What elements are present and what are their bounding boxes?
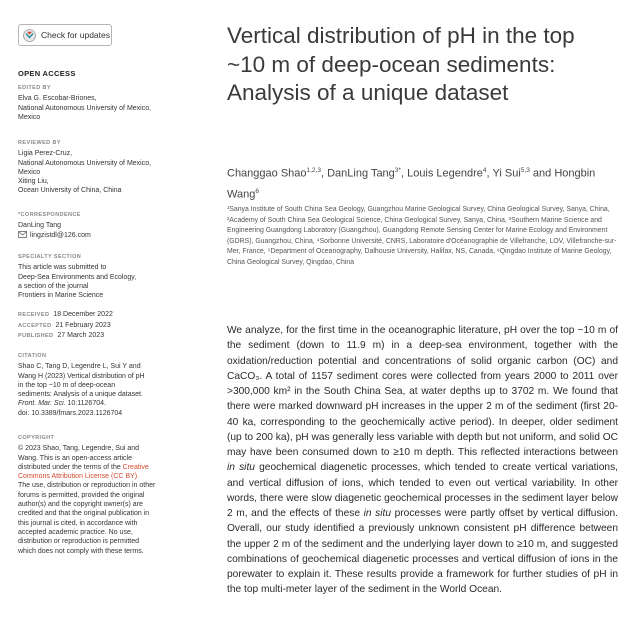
copyright-line: distribution or reproduction is permitted xyxy=(18,538,140,546)
specialty-line: Frontiers in Marine Science xyxy=(18,292,104,300)
author-name[interactable]: Hongbin Wang xyxy=(227,167,596,201)
specialty-line: a section of the journal xyxy=(18,282,89,290)
author-name[interactable]: Changgao Shao xyxy=(227,167,307,180)
published-date: 27 March 2023 xyxy=(57,332,105,339)
citation-line: Wang H (2023) Vertical distribution of pH xyxy=(18,372,145,380)
specialty-section xyxy=(18,253,183,300)
citation-volume: 10:1126704. xyxy=(65,400,106,408)
author-name[interactable]: DanLing Tang xyxy=(327,167,395,180)
check-for-updates-button[interactable] xyxy=(18,24,112,46)
citation-line: Shao C, Tang D, Legendre L, Sui Y and xyxy=(18,363,141,371)
copyright-line: distributed under the terms of the xyxy=(18,463,123,471)
author-affiliation-ref: 1,2,3 xyxy=(306,167,321,174)
abstract-text: processes were partly offset by vertical diffusion. Overall, our study identified a previously unknown consistent pH difference between the upper 2 m of the sediment and the underlying layer down to ≥10 m, and suggested combinations of geochemical diagenetic processes and vertical diffusion of ions in the porewater to explain it. These results provide a framework for further studies of pH in the top multi-meter layer of the sediment in the World Ocean. xyxy=(227,508,618,596)
author-affiliation-ref: 6 xyxy=(255,187,259,195)
citation-line: in the top ~10 m of deep-ocean xyxy=(18,381,116,389)
reviewed-by-heading: REVIEWED BY xyxy=(18,140,61,146)
editor-line: Mexico xyxy=(18,113,41,121)
envelope-icon xyxy=(18,231,27,241)
citation-line: sediments: Analysis of a unique dataset. xyxy=(18,391,143,399)
abstract xyxy=(227,323,618,598)
correspondence-email-link[interactable]: lingzistdl@126.com xyxy=(30,231,91,239)
edited-by-heading: EDITED BY xyxy=(18,85,51,91)
publication-dates xyxy=(18,310,113,342)
article-title: Vertical distribution of pH in the top ~10 m of deep-ocean sediments: Analysis of a unique dataset xyxy=(227,23,575,105)
correspondence-name: DanLing Tang xyxy=(18,222,62,230)
abstract-emphasis: in situ xyxy=(227,462,255,474)
reviewer-line: Ligia Perez-Cruz, xyxy=(18,150,73,158)
authors-conjunction: and xyxy=(532,167,552,180)
check-for-updates-label: Check for updates xyxy=(41,30,110,40)
copyright-line: Wang. This is an open-access article xyxy=(18,454,132,462)
author-affiliation-ref: 4 xyxy=(482,167,487,174)
copyright-section xyxy=(18,434,183,556)
abstract-text: geochemical diagenetic processes, which tended to create vertical variations, and vertical diffusion of ions, which tended to even out vertical variability. In other words, there were slow diagenetic geochemical processes in the sediment layer below 2 m, and the effects of these xyxy=(227,462,618,519)
received-date: 18 December 2022 xyxy=(53,311,113,318)
reviewer-line: Mexico xyxy=(18,168,41,176)
author-list: Changgao Shao$^{1,2,3}$, DanLing Tang$^{3*}$, Louis Legendre$^4$, Yi Sui$^{5,3}$ and Hongbin Wang$^6$ xyxy=(227,167,596,201)
specialty-line: Deep-Sea Environments and Ecology, xyxy=(18,273,137,281)
citation-section xyxy=(18,352,183,418)
copyright-line: © 2023 Shao, Tang, Legendre, Sui and xyxy=(18,445,140,453)
reviewed-by-section xyxy=(18,139,183,196)
editor-line: Elva G. Escobar-Briones, xyxy=(18,95,97,103)
copyright-heading: COPYRIGHT xyxy=(18,435,55,441)
abstract-emphasis: in situ xyxy=(363,508,391,519)
accepted-date: 21 February 2023 xyxy=(55,321,111,329)
edited-by-section xyxy=(18,84,183,122)
copyright-line: this journal is cited, in accordance with xyxy=(18,519,138,527)
reviewer-line: National Autonomous University of Mexico, xyxy=(18,159,152,167)
license-link[interactable]: Commons Attribution License (CC BY). xyxy=(18,473,139,481)
published-label: PUBLISHED xyxy=(18,333,54,339)
copyright-line: The use, distribution or reproduction in other xyxy=(18,482,156,490)
crossmark-icon xyxy=(23,29,36,42)
citation-heading: CITATION xyxy=(18,353,47,359)
license-link[interactable]: Creative xyxy=(122,463,149,471)
open-access-label: OPEN ACCESS xyxy=(18,69,76,78)
reviewer-line: Xiting Liu, xyxy=(18,178,49,186)
specialty-heading: SPECIALTY SECTION xyxy=(18,254,82,260)
received-label: RECEIVED xyxy=(18,312,50,318)
copyright-line: author(s) and the copyright owner(s) are xyxy=(18,501,143,509)
specialty-line: This article was submitted to xyxy=(18,264,107,272)
author-name[interactable]: Louis Legendre xyxy=(407,167,483,180)
reviewer-line: Ocean University of China, China xyxy=(18,187,122,195)
author-affiliation-ref: 3* xyxy=(394,167,401,174)
accepted-label: ACCEPTED xyxy=(18,322,52,329)
citation-doi: doi: 10.3389/fmars.2023.1126704 xyxy=(18,409,123,417)
correspondence-heading: *CORRESPONDENCE xyxy=(18,212,81,218)
copyright-line: forums is permitted, provided the original xyxy=(18,491,145,499)
correspondence-section xyxy=(18,211,183,241)
editor-line: National Autonomous University of Mexico, xyxy=(18,104,152,112)
copyright-line: which does not comply with these terms. xyxy=(18,547,144,555)
copyright-line: credited and that the original publication in xyxy=(18,510,150,518)
copyright-line: accepted academic practice. No use, xyxy=(18,528,133,536)
abstract-text: We analyze, for the first time in the oceanographic literature, pH over the top ~10 m of the sediment (down to 11.9 m) in a deep-sea environment, together with the oxidation/reduction potential and concentrations of solid organic carbon (OC) and CaCO₃. A total of 1157 sediment cores were collected from years 2000 to 2011 over >300,000 km² in the South China Sea, at water depths up to 3702 m. We found that there were marked downward pH increases in the upper 2 m of the sediment (first 20-40 ka, corresponding to the geochemically active period). In deeper, older sediment (up to 200 ka), pH was generally less variable with depth but not uniform, and solid OC may have been consumed down to ≥10 m depth. This reflected interactions between xyxy=(227,325,618,458)
author-name[interactable]: Yi Sui xyxy=(492,167,521,180)
citation-journal: Front. Mar. Sci. xyxy=(18,400,66,408)
affiliations: ¹Sanya Institute of South China Sea Geology, Guangzhou Marine Geological Survey, China Geological Survey, Sanya, China, ²Academy of South China Sea Geological Science, China Geological Survey, Sanya, China, ³Southern Marine Science and Engineering Guangdong Laboratory (Guangzhou), Guangdong Remote Sensing Center for Marine Ecology and Environment (GDRS), Guangzhou, China, ⁴Sorbonne Université, CNRS, Laboratoire d'Océanographie de Villefranche, LOV, Villefranche-sur-Mer, France, ⁵Department of Oceanography, Dalhousie University, Halifax, NS, Canada, ⁶Qingdao Institute of Marine Geology, China Geological Survey, Qingdao, China xyxy=(227,206,617,266)
author-affiliation-ref: 5,3 xyxy=(520,167,530,174)
